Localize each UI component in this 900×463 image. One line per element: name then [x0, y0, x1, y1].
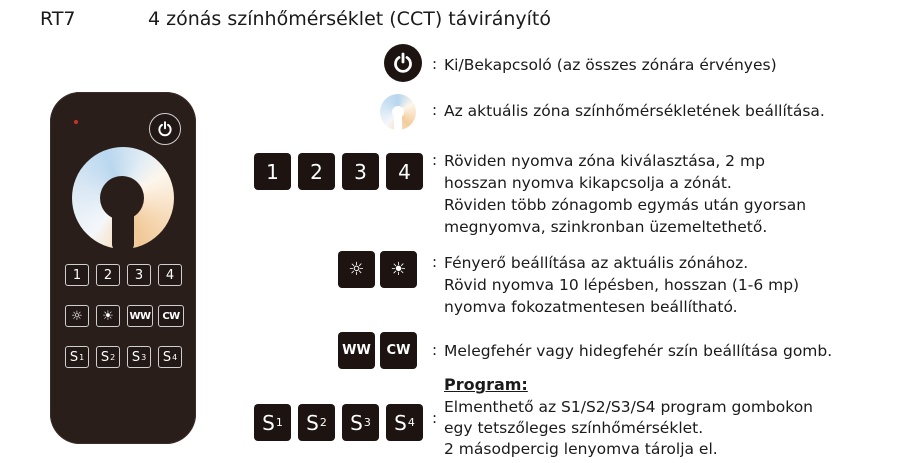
legend-wheel-gap [394, 116, 402, 132]
indicator-led [74, 120, 78, 124]
legend-s2-letter: S [306, 410, 319, 435]
legend-zone-2-button [298, 153, 335, 190]
remote-s4-letter: S [162, 349, 172, 365]
wwcw-description: Melegfehér vagy hidegfehér szín beállítása gomb. [444, 342, 833, 360]
legend-s1-letter: S [262, 410, 275, 435]
legend-cw-button [380, 332, 417, 369]
remote-s3-letter: S [131, 349, 141, 365]
remote-s4-num: 4 [172, 352, 178, 362]
power-icon [156, 120, 174, 138]
zone-desc-line: Röviden több zónagomb egymás után gyorsan [444, 196, 807, 214]
program-desc-line: 2 másodpercig lenyomva tárolja el. [444, 440, 718, 458]
zone-desc-line: Röviden nyomva zóna kiválasztása, 2 mp [444, 152, 765, 170]
remote-cw-label: CW [162, 310, 180, 322]
legend-colon: : [432, 151, 438, 169]
remote-zone-2-label: 2 [103, 267, 113, 283]
brightness-desc-line: nyomva fokozatmentesen beállítható. [444, 298, 738, 316]
power-icon [391, 51, 415, 75]
remote-s3-num: 3 [141, 352, 147, 362]
remote-s2-letter: S [100, 349, 110, 365]
legend-s4-num: 4 [407, 416, 415, 429]
remote-ww-button[interactable] [127, 305, 153, 327]
legend-cw-label: CW [386, 343, 411, 358]
legend-s3-letter: S [350, 410, 363, 435]
program-title: Program: [444, 375, 528, 394]
brightness-desc-line: Fényerő beállítása az aktuális zónához. [444, 254, 749, 272]
legend-zone-3-button [342, 153, 379, 190]
program-desc-line: Elmenthető az S1/S2/S3/S4 program gombokon [444, 398, 814, 416]
remote-cw-button[interactable] [158, 305, 184, 327]
remote-zone-4-label: 4 [165, 267, 175, 283]
zone-description [444, 150, 806, 238]
page-title: 4 zónás színhőmérséklet (CCT) távirányító [148, 8, 551, 30]
brightness-up-icon: ☀ [390, 259, 407, 280]
power-description: Ki/Bekapcsoló (az összes zónára érvényes) [444, 56, 777, 74]
remote-zone-1-label: 1 [72, 267, 82, 283]
program-description [444, 397, 813, 460]
legend-dim-button [338, 251, 375, 288]
legend-s1-button [254, 404, 291, 441]
remote-s1-button[interactable] [65, 346, 89, 368]
remote-zone-4-button[interactable] [158, 264, 182, 286]
brightness-down-icon: ☼ [71, 308, 83, 324]
program-desc-line: egy tetszőleges színhőmérséklet. [444, 419, 704, 437]
legend-colon: : [432, 101, 438, 119]
legend-zone-1-label: 1 [266, 159, 279, 184]
legend-ww-label: WW [342, 343, 371, 358]
remote-ww-label: WW [129, 310, 151, 322]
remote-power-button[interactable] [149, 113, 181, 145]
legend-zone-3-label: 3 [354, 159, 367, 184]
remote-zone-3-button[interactable] [127, 264, 151, 286]
wheel-description: Az aktuális zóna színhőmérsékletének beállítása. [444, 102, 825, 120]
legend-s4-letter: S [394, 410, 407, 435]
legend-colon: : [432, 253, 438, 271]
remote-s1-num: 1 [79, 352, 85, 362]
legend-colon: : [432, 55, 438, 73]
legend-bright-button [380, 251, 417, 288]
legend-zone-4-button [386, 153, 423, 190]
zone-desc-line: megnyomva, szinkronban üzemeltethető. [444, 218, 768, 236]
remote-bright-button[interactable] [96, 305, 120, 327]
remote-zone-3-label: 3 [134, 267, 144, 283]
legend-s3-button [342, 404, 379, 441]
legend-power-button [384, 44, 422, 82]
legend-s2-num: 2 [319, 416, 327, 429]
remote-dim-button[interactable] [65, 305, 89, 327]
legend-zone-4-label: 4 [398, 159, 411, 184]
brightness-up-icon: ☀ [102, 308, 114, 324]
legend-colon: : [432, 409, 438, 427]
legend-s1-num: 1 [275, 416, 283, 429]
legend-s3-num: 3 [363, 416, 371, 429]
brightness-down-icon: ☼ [348, 259, 365, 280]
legend-s2-button [298, 404, 335, 441]
remote-zone-2-button[interactable] [96, 264, 120, 286]
model-label: RT7 [40, 8, 76, 30]
legend-colon: : [432, 341, 438, 359]
zone-desc-line: hosszan nyomva kikapcsolja a zónát. [444, 174, 732, 192]
wheel-center [100, 176, 144, 220]
brightness-description [444, 252, 799, 318]
remote-s2-num: 2 [110, 352, 116, 362]
remote-s2-button[interactable] [96, 346, 120, 368]
remote-s4-button[interactable] [158, 346, 182, 368]
remote-s3-button[interactable] [127, 346, 151, 368]
brightness-desc-line: Rövid nyomva 10 lépésben, hosszan (1-6 mp) [444, 276, 800, 294]
remote-zone-1-button[interactable] [65, 264, 89, 286]
legend-zone-2-label: 2 [310, 159, 323, 184]
legend-zone-1-button [254, 153, 291, 190]
legend-s4-button [386, 404, 423, 441]
legend-ww-button [338, 332, 375, 369]
remote-s1-letter: S [69, 349, 79, 365]
